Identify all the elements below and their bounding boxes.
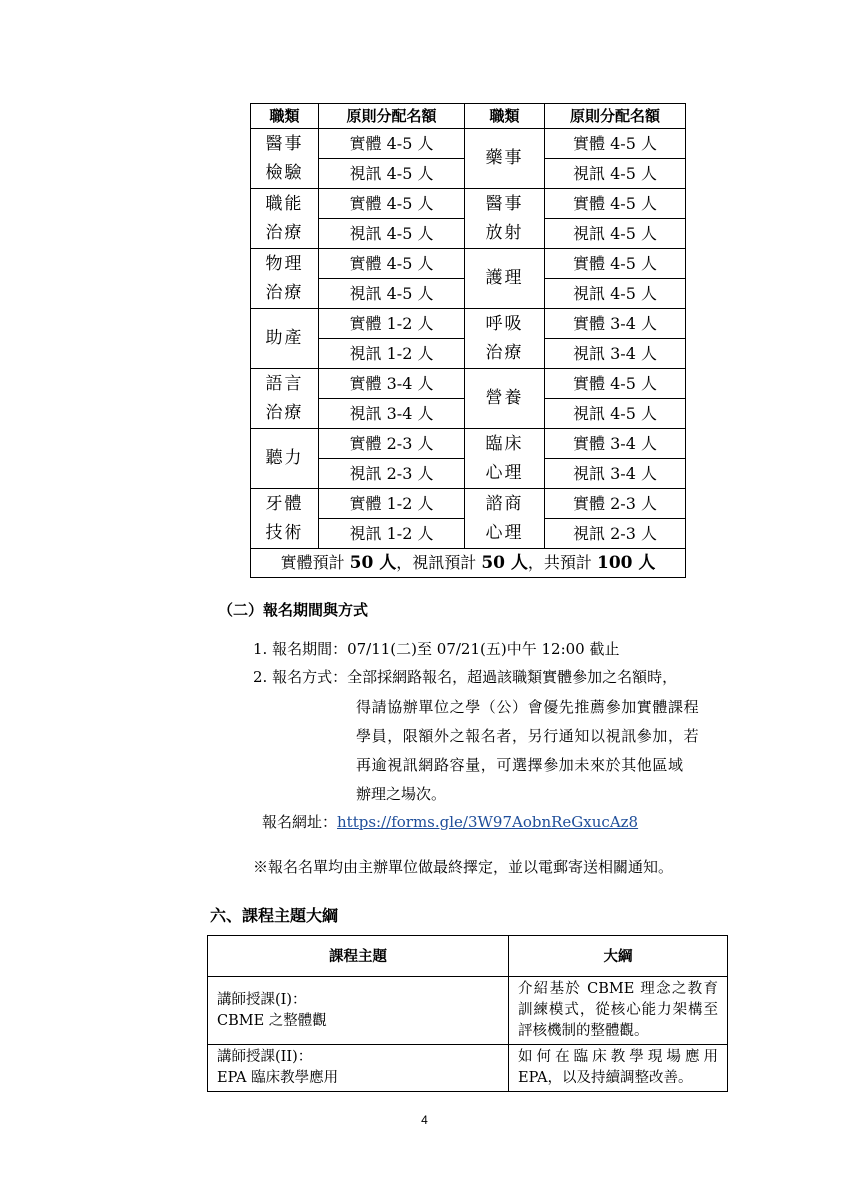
outline-row xyxy=(208,977,728,1045)
header-topic: 課程主題 xyxy=(208,936,509,977)
topic-line: EPA 臨床教學應用 xyxy=(217,1070,339,1086)
quota-cell: 實體 4-5 人 xyxy=(545,129,686,159)
category-label: 技術 xyxy=(265,522,304,543)
category-cell xyxy=(465,129,545,189)
quota-cell: 實體 4-5 人 xyxy=(319,189,465,219)
registration-period: 1. 報名期間：07/11(二)至 07/21(五)中午 12:00 截止 xyxy=(253,640,620,658)
quota-cell: 視訊 1-2 人 xyxy=(319,339,465,369)
quota-cell: 實體 3-4 人 xyxy=(545,309,686,339)
header-quota-left: 原則分配名額 xyxy=(319,104,465,129)
quota-cell: 實體 4-5 人 xyxy=(319,249,465,279)
quota-cell: 實體 4-5 人 xyxy=(545,249,686,279)
quota-cell: 視訊 2-3 人 xyxy=(545,519,686,549)
outline-table xyxy=(207,935,728,1092)
quota-cell: 實體 3-4 人 xyxy=(319,369,465,399)
quota-cell: 視訊 4-5 人 xyxy=(545,219,686,249)
total-count: 50 人 xyxy=(481,553,528,573)
category-label: 治療 xyxy=(485,342,524,363)
quota-row xyxy=(251,129,686,159)
quota-header-row xyxy=(251,104,686,129)
quota-cell: 視訊 4-5 人 xyxy=(319,159,465,189)
quota-table xyxy=(250,103,686,578)
category-label: 治療 xyxy=(265,222,304,243)
quota-cell: 實體 1-2 人 xyxy=(319,309,465,339)
header-category-left: 職類 xyxy=(251,104,319,129)
category-label: 心理 xyxy=(485,522,524,543)
registration-heading: （二）報名期間與方式 xyxy=(218,601,369,619)
quota-cell: 實體 2-3 人 xyxy=(545,489,686,519)
header-category-right: 職類 xyxy=(465,104,545,129)
category-label: 物理 xyxy=(265,253,304,274)
category-label: 醫事 xyxy=(265,133,304,154)
quota-cell: 視訊 4-5 人 xyxy=(545,399,686,429)
topic-line: 講師授課(I)： xyxy=(217,991,307,1008)
category-label: 語言 xyxy=(265,373,304,394)
header-outline: 大綱 xyxy=(509,936,728,977)
category-cell xyxy=(251,249,319,309)
quota-cell: 實體 4-5 人 xyxy=(545,369,686,399)
quota-cell: 實體 2-3 人 xyxy=(319,429,465,459)
topic-line: 講師授課(II)： xyxy=(217,1049,313,1065)
category-cell xyxy=(251,489,319,549)
category-label: 醫事 xyxy=(485,193,524,214)
category-label: 治療 xyxy=(265,282,304,303)
category-cell xyxy=(251,369,319,429)
category-label: 藥事 xyxy=(485,148,524,168)
quota-row xyxy=(251,429,686,459)
category-label: 放射 xyxy=(485,222,524,243)
quota-cell: 視訊 3-4 人 xyxy=(545,339,686,369)
quota-cell: 視訊 3-4 人 xyxy=(545,459,686,489)
quota-row xyxy=(251,369,686,399)
category-label: 治療 xyxy=(265,402,304,423)
total-count: 100 人 xyxy=(597,553,656,573)
registration-method: 2. 報名方式：全部採網路報名，超過該職類實體參加之名額時， xyxy=(253,668,678,686)
category-label: 臨床 xyxy=(485,433,524,454)
category-cell xyxy=(465,489,545,549)
quota-cell: 視訊 4-5 人 xyxy=(545,159,686,189)
quota-row xyxy=(251,309,686,339)
quota-cell: 視訊 3-4 人 xyxy=(319,399,465,429)
quota-cell: 視訊 1-2 人 xyxy=(319,519,465,549)
quota-total-row xyxy=(251,549,686,578)
outline-cell: 介紹基於 CBME 理念之教育訓練模式，從核心能力架構至評核機制的整體觀。 xyxy=(509,977,728,1045)
category-label: 營養 xyxy=(485,388,524,408)
category-label: 護理 xyxy=(485,268,524,288)
quota-cell: 視訊 4-5 人 xyxy=(319,219,465,249)
quota-cell: 實體 4-5 人 xyxy=(319,129,465,159)
category-cell xyxy=(465,429,545,489)
quota-row xyxy=(251,249,686,279)
category-label: 心理 xyxy=(485,462,524,483)
quota-cell: 實體 3-4 人 xyxy=(545,429,686,459)
quota-cell: 實體 4-5 人 xyxy=(545,189,686,219)
quota-cell: 實體 1-2 人 xyxy=(319,489,465,519)
category-label: 呼吸 xyxy=(485,313,524,334)
topic-cell xyxy=(208,1045,509,1092)
total-count: 50 人 xyxy=(349,553,397,573)
quota-cell: 視訊 2-3 人 xyxy=(319,459,465,489)
registration-url-label: 報名網址： xyxy=(262,813,338,831)
category-cell xyxy=(465,369,545,429)
quota-cell: 視訊 4-5 人 xyxy=(545,279,686,309)
category-label: 職能 xyxy=(265,193,304,214)
topic-line: CBME 之整體觀 xyxy=(217,1012,327,1029)
outline-header-row xyxy=(208,936,728,977)
registration-note: ※報名名單均由主辦單位做最終擇定，並以電郵寄送相關通知。 xyxy=(253,858,674,876)
category-cell xyxy=(251,309,319,369)
category-label: 牙體 xyxy=(265,493,304,514)
topic-cell xyxy=(208,977,509,1045)
total-text: ，共預計 xyxy=(527,553,598,572)
outline-cell: 如何在臨床教學現場應用 EPA，以及持續調整改善。 xyxy=(509,1045,728,1092)
quota-row xyxy=(251,189,686,219)
category-cell xyxy=(251,429,319,489)
registration-method-line: 學員，限額外之報名者，另行通知以視訊參加，若 xyxy=(356,727,700,745)
quota-row xyxy=(251,489,686,519)
category-label: 助產 xyxy=(265,328,304,348)
registration-url-link[interactable]: https://forms.gle/3W97AobnReGxucAz8 xyxy=(337,813,639,831)
outline-heading: 六、課程主題大綱 xyxy=(210,906,339,925)
header-quota-right: 原則分配名額 xyxy=(545,104,686,129)
category-label: 聽力 xyxy=(265,448,304,468)
registration-method-line: 得請協辦單位之學（公）會優先推薦參加實體課程 xyxy=(356,698,700,716)
category-cell xyxy=(251,129,319,189)
category-label: 諮商 xyxy=(485,493,524,514)
outline-row xyxy=(208,1045,728,1092)
category-cell xyxy=(465,249,545,309)
page-number: 4 xyxy=(421,1113,428,1127)
registration-method-line: 辦理之場次。 xyxy=(356,785,447,803)
total-text: ，視訊預計 xyxy=(396,553,482,572)
category-cell xyxy=(465,309,545,369)
total-text: 實體預計 xyxy=(280,553,350,572)
category-cell xyxy=(465,189,545,249)
registration-method-line: 再逾視訊網路容量，可選擇參加未來於其他區域 xyxy=(356,756,684,774)
quota-total xyxy=(251,549,686,578)
category-label: 檢驗 xyxy=(265,162,304,183)
quota-cell: 視訊 4-5 人 xyxy=(319,279,465,309)
category-cell xyxy=(251,189,319,249)
registration-url-row xyxy=(262,811,638,832)
